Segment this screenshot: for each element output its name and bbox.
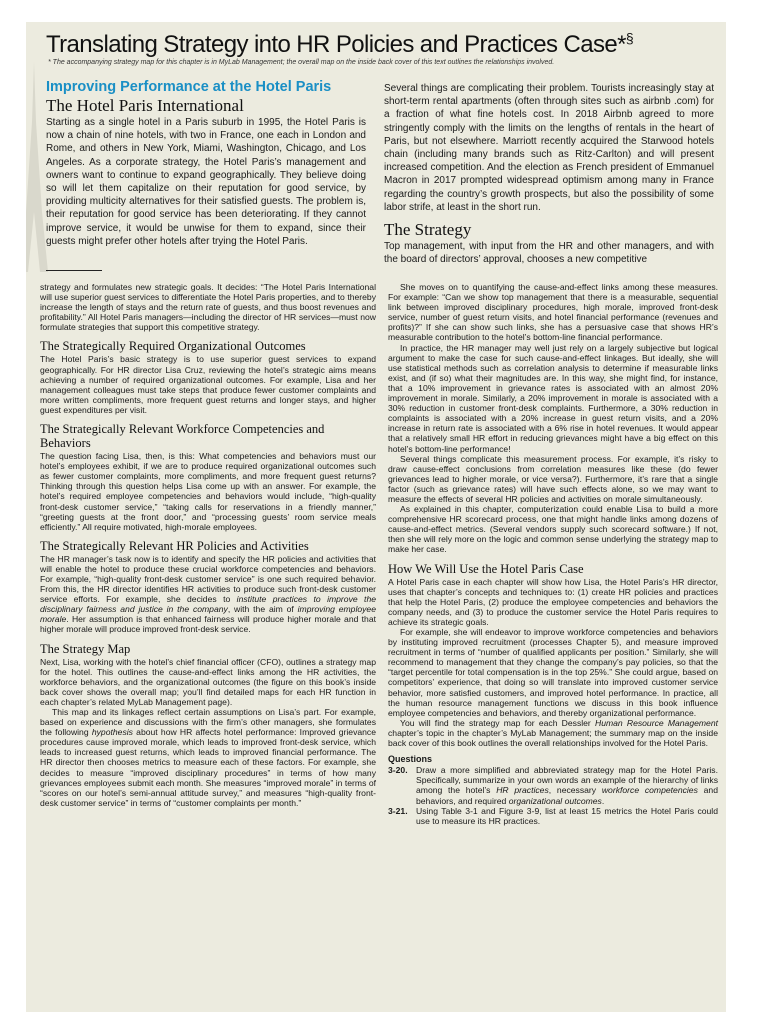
quantifying-paragraph: She moves on to quantifying the cause-and-effect links among these measures. For example: “Can we show top management that there is a measurable, sequential link between improved disciplinary procedures, high morale, improved front-desk service, number of guest return visits, and hotel financial performance (revenues and profits)?” If she can show such links, she has a persuasive case that shows HR’s measurable contribution to the hotel’s bottom-line financial performance. bbox=[388, 282, 718, 343]
page bbox=[26, 22, 726, 1012]
eiffel-tower-icon bbox=[26, 62, 48, 272]
example-paragraph: For example, she will endeavor to improve workforce competencies and behaviors by instituting improved recruitment (processes Chapter 5), and measure improved recruitment in terms of “number of qualified applicants per position.” Similarly, she will recommend to management that they change the company’s pay policies, so that the “target percentile for total compensation is in the top 25%.” She could argue, based on competitors’ experience, that doing so will translate into improved customer service behavior, more satisfied customers, and improved hotel performance. In practice, all the human resource management functions we discuss in this book influence employee competencies and behaviors, and thereby organizational performance. bbox=[388, 627, 718, 718]
hr-policies-paragraph: The HR manager’s task now is to identify and specify the HR policies and activities that will enable the hotel to produce these crucial workforce competencies and behaviors. For example, “high-quality front-desk customer service” is one such required behavior. From this, the HR director identifies HR activities to produce such front-desk customer service efforts. For example, she decides to institute practices to improve the disciplinary fairness and justice in the company, with the aim of improving employee morale. Her assumption is that enhanced fairness will produce higher morale and that higher morale will produce improved front-desk service. bbox=[40, 553, 377, 635]
question-text: Draw a more simplified and abbreviated strategy map for the Hotel Paris. Specifically, summarize in your own words an example of the hierarchy of links among the hotel’s HR practices, necessary workforce competencies and behaviors, and required organizational outcomes. bbox=[416, 765, 718, 806]
question-item bbox=[388, 765, 718, 805]
top-section bbox=[26, 22, 726, 270]
practice-paragraph: In practice, the HR manager may well just rely on a largely subjective but logical argument to make the case for such cause-and-effect linkages. But ideally, she will use statistical methods such as correlation analysis to determine if measurable links exist, and (if so) what their magnitudes are. In this way, she might find, for instance, that a 10% improvement in grievance rates is associated with an almost 20% improvement in morale. Similarly, a 20% improvement in morale is associated with a 30% reduction in customer front-desk complaints. Furthermore, a 30% reduction in complaints is associated with a 20% increase in guest return visits, and a 20% increase in return rate is associated with a 6% rise in hotel revenues. It would appear that a relatively small HR effort in reducing grievances might have a big effect on this hotel’s bottom-line performance! bbox=[388, 342, 718, 454]
bottom-section bbox=[26, 274, 726, 1012]
question-item bbox=[388, 806, 718, 826]
section-divider bbox=[46, 270, 102, 271]
outcomes-heading: The Strategically Required Organizational Outcomes bbox=[40, 339, 306, 354]
bottom-left-column bbox=[40, 282, 376, 808]
intro-paragraph: Starting as a single hotel in a Paris suburb in 1995, the Hotel Paris is now a chain of nine hotels, with two in France, one each in London and Rome, and others in New York, Miami, Washington, Chicago, and Los Angeles. As a corporate strategy, the Hotel Paris’s management and owners want to continue to expand geographically. They believe doing so will let them capitalize on their reputation for good service, by providing multicity alternatives for their satisfied guests. The problem is, their reputation for good service has been deteriorating. If they cannot improve service, it would be unwise for them to expand, since their guests might prefer other hotels after trying the Hotel Paris. bbox=[46, 117, 366, 247]
title-footnote: * The accompanying strategy map for this chapter is in MyLab Management; the overall map on the inside back cover of this text outlines the relationships involved. bbox=[48, 59, 555, 66]
question-number: 3-20. bbox=[388, 765, 408, 776]
strategy-heading: The Strategy bbox=[384, 220, 472, 240]
top-left-column bbox=[46, 78, 366, 248]
top-right-column bbox=[384, 82, 714, 266]
competencies-heading: The Strategically Relevant Workforce Competencies and Behaviors bbox=[40, 422, 325, 451]
outcomes-paragraph: The Hotel Paris’s basic strategy is to use superior guest services to expand geographically. For HR director Lisa Cruz, reviewing the hotel’s strategic aims means achieving a number of required organizational outcomes. For example, Lisa and her management colleagues must take steps that produce fewer customer complaints and more written compliments, more frequent guest returns and longer stays, and higher guest expenditures per visit. bbox=[40, 354, 376, 415]
question-number: 3-21. bbox=[388, 805, 408, 816]
hotel-heading: The Hotel Paris International bbox=[46, 96, 244, 115]
questions-title: Questions bbox=[388, 754, 433, 765]
case-use-heading: How We Will Use the Hotel Paris Case bbox=[388, 561, 584, 576]
strategy-map-paragraph: Next, Lisa, working with the hotel’s chief financial officer (CFO), outlines a strategy map for the hotel. This outlines the cause-and-effect links among the HR activities, the workforce behaviors, and the organizational outcomes (the figure on this book’s inside back cover shows the overall map; you’ll find detailed maps for each HR function in each chapter’s related MyLab Management page). bbox=[40, 656, 376, 707]
competencies-paragraph: The question facing Lisa, then, is this: What competencies and behaviors must our hotel’s employees exhibit, if we are to produce required organizational outcomes such as fewer customer complaints, more compliments, and more frequent guest returns? Thinking through this question helps Lisa come up with an answer. For example, the hotel’s required employee competencies and behaviors would include, “high-quality front-desk customer service,” “taking calls for reservations in a friendly manner,” “greeting guests at the front door,” and “processing guests’ room service meals efficiently.” All require motivated, high-morale employees. bbox=[40, 451, 376, 532]
complications-measurement-paragraph: Several things complicate this measurement process. For example, it’s risky to draw cause-effect conclusions from correlation measures like these (do fewer grievances lead to higher morale, or vice versa?). Furthermore, it’s rare that a single factor (such as grievance rates) will have such effects alone, so we may want to measure the effects of several HR policies and activities on morale simultaneously. bbox=[388, 453, 718, 504]
question-text: Using Table 3-1 and Figure 3-9, list at least 15 metrics the Hotel Paris could use to measure its HR practices. bbox=[416, 805, 718, 826]
page-title: Translating Strategy into HR Policies and Practices Case*§ bbox=[46, 30, 634, 58]
strategy-continued-paragraph: strategy and formulates new strategic goals. It decides: “The Hotel Paris International will use superior guest services to differentiate the Hotel Paris properties, and to thereby increase the length of stays and the return rate of guests, and thus boost revenues and profitability.” All Hotel Paris managers—including the director of HR services—must now formulate strategies that support this competitive strategy. bbox=[40, 282, 376, 333]
case-use-paragraph: A Hotel Paris case in each chapter will show how Lisa, the Hotel Paris’s HR director, uses that chapter’s concepts and techniques to: (1) create HR policies and practices that help the Hotel Paris, (2) produce the employee competencies and behaviors the company needs, and (3) to produce the customer service the Hotel Paris requires to achieve its strategic goals. bbox=[388, 576, 718, 627]
strategy-map-heading: The Strategy Map bbox=[40, 641, 131, 656]
section-kicker: Improving Performance at the Hotel Paris bbox=[46, 79, 332, 95]
computerization-paragraph: As explained in this chapter, computerization could enable Lisa to build a more comprehensive HR scorecard process, one that might handle links among dozens of cause-and-effect metrics. (Several vendors supply such scorecard software.) If not, then she will rely more on the logic and common sense underlying the strategy map to make her case. bbox=[388, 504, 718, 555]
strategy-map-location-paragraph: You will find the strategy map for each Dessler Human Resource Management chapter’s topic in the chapter’s MyLab Management; the summary map on the inside back cover of this book outlines the overall relationships involved for the Hotel Paris. bbox=[388, 717, 718, 749]
bottom-right-column bbox=[388, 282, 718, 826]
strategy-paragraph: Top management, with input from the HR and other managers, and with the board of directors’ approval, chooses a new competitive bbox=[384, 241, 714, 266]
hypothesis-paragraph: This map and its linkages reflect certain assumptions on Lisa’s part. For example, based on experience and discussions with the firm’s other managers, she formulates the following hypothesis about how HR affects hotel performance: Improved grievance procedures cause improved morale, which leads to improved front-desk service, which leads to increased guest returns, which leads to improved financial performance. The HR director then chooses metrics to measure each of these factors. For example, she decides to measure “improved disciplinary procedures” in terms of how many grievances employees submit each month. She measures “improved morale” in terms of “scores on our hotel’s semi-annual attitude survey,” and measures “high-quality front-desk customer service” in terms of “customer complaints per month.” bbox=[40, 707, 376, 808]
hr-policies-heading: The Strategically Relevant HR Policies and Activities bbox=[40, 538, 309, 553]
complications-paragraph: Several things are complicating their problem. Tourists increasingly stay at short-term rental apartments (often through sites such as airbnb .com) for a fraction of what fine hotels cost. In 2018 Airbnb agreed to more stringently comply with the limits on the lengths of rentals in the heart of Paris, but not elsewhere. Marriott recently acquired the Starwood hotels chain (including many brands such as Ritz-Carlton) and will present increased competition. And the election as French president of Emmanuel Macron in 2017 prompted widespread optimism among many in France regarding the country’s growth prospects, but also the possibility of some labor strife, at least in the short run. bbox=[384, 83, 714, 213]
